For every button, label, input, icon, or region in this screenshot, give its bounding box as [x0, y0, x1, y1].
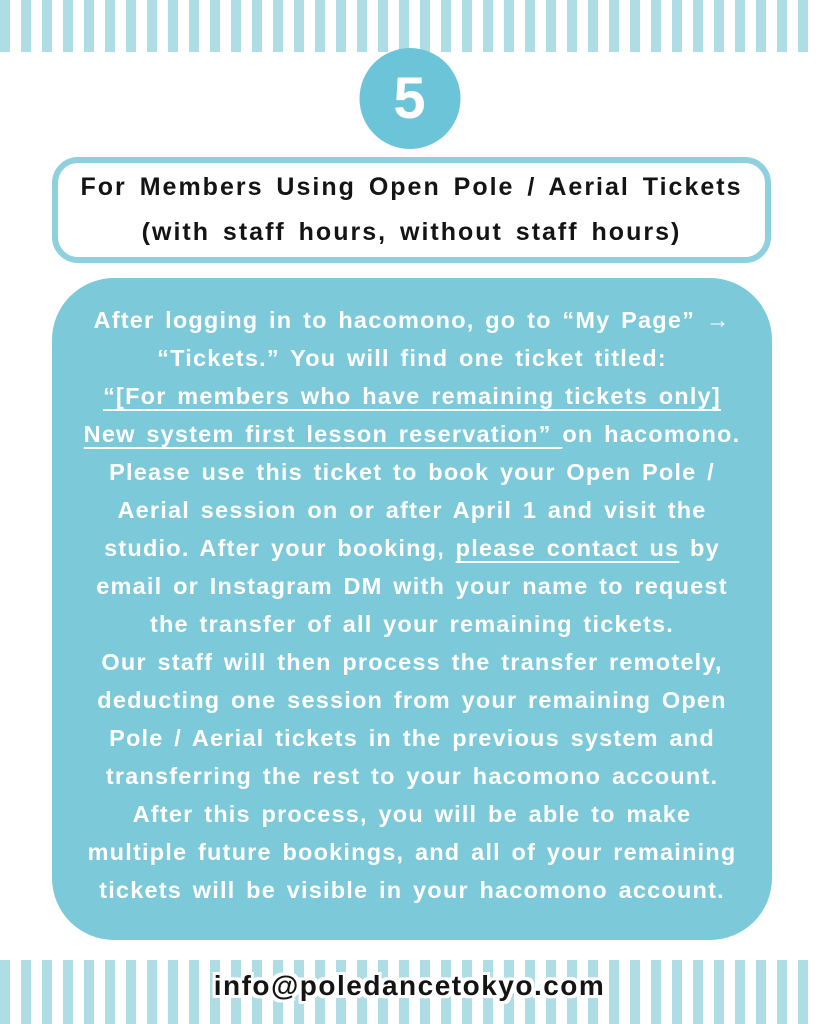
instruction-line	[52, 301, 772, 339]
instruction-line	[52, 605, 772, 643]
title-line-2: (with staff hours, without staff hours)	[141, 218, 682, 246]
text-segment: After this process, you will be able to make	[132, 801, 692, 827]
title-line-1: For Members Using Open Pole / Aerial Tickets	[80, 173, 743, 201]
text-segment: email or Instagram DM with your name to request	[96, 573, 728, 599]
instruction-line	[52, 453, 772, 491]
text-segment: Our staff will then process the transfer remotely,	[101, 649, 723, 675]
text-segment: Please use this ticket to book your Open Pole /	[109, 459, 715, 485]
step-number: 5	[393, 65, 426, 131]
underlined-text: please contact us	[455, 535, 680, 561]
text-segment: Aerial session on or after April 1 and visit the	[117, 497, 707, 523]
title-box	[52, 157, 771, 263]
instruction-line	[52, 757, 772, 795]
footer	[0, 970, 819, 1002]
text-segment: by	[679, 535, 720, 561]
text-segment: on hacomono.	[562, 421, 741, 447]
top-stripe-border	[0, 0, 819, 52]
instruction-line	[52, 529, 772, 567]
text-segment: After logging in to hacomono, go to “My Page” →	[93, 307, 731, 333]
instruction-line	[52, 567, 772, 605]
instructions-box	[52, 278, 772, 940]
text-segment: transferring the rest to your hacomono account.	[105, 763, 719, 789]
instruction-line	[52, 719, 772, 757]
instruction-line	[52, 377, 772, 415]
underlined-text: “[For members who have remaining tickets only]	[103, 383, 721, 409]
text-segment: studio. After your booking,	[104, 535, 456, 561]
contact-email: info@poledancetokyo.com	[213, 970, 606, 1001]
underlined-text: New system first lesson reservation”	[83, 421, 563, 447]
step-number-badge	[359, 48, 460, 149]
text-segment: Pole / Aerial tickets in the previous system and	[109, 725, 715, 751]
text-segment: the transfer of all your remaining tickets.	[149, 611, 675, 637]
instruction-line	[52, 415, 772, 453]
instruction-line	[52, 833, 772, 871]
text-segment: deducting one session from your remaining Open	[97, 687, 727, 713]
text-segment: multiple future bookings, and all of your remaining	[87, 839, 737, 865]
instruction-line	[52, 681, 772, 719]
instructions-text	[52, 301, 772, 909]
instruction-line	[52, 339, 772, 377]
instruction-line	[52, 871, 772, 909]
text-segment: tickets will be visible in your hacomono account.	[99, 877, 725, 903]
text-segment: “Tickets.” You will find one ticket titled:	[157, 345, 667, 371]
instruction-line	[52, 491, 772, 529]
instruction-line	[52, 643, 772, 681]
instruction-line	[52, 795, 772, 833]
